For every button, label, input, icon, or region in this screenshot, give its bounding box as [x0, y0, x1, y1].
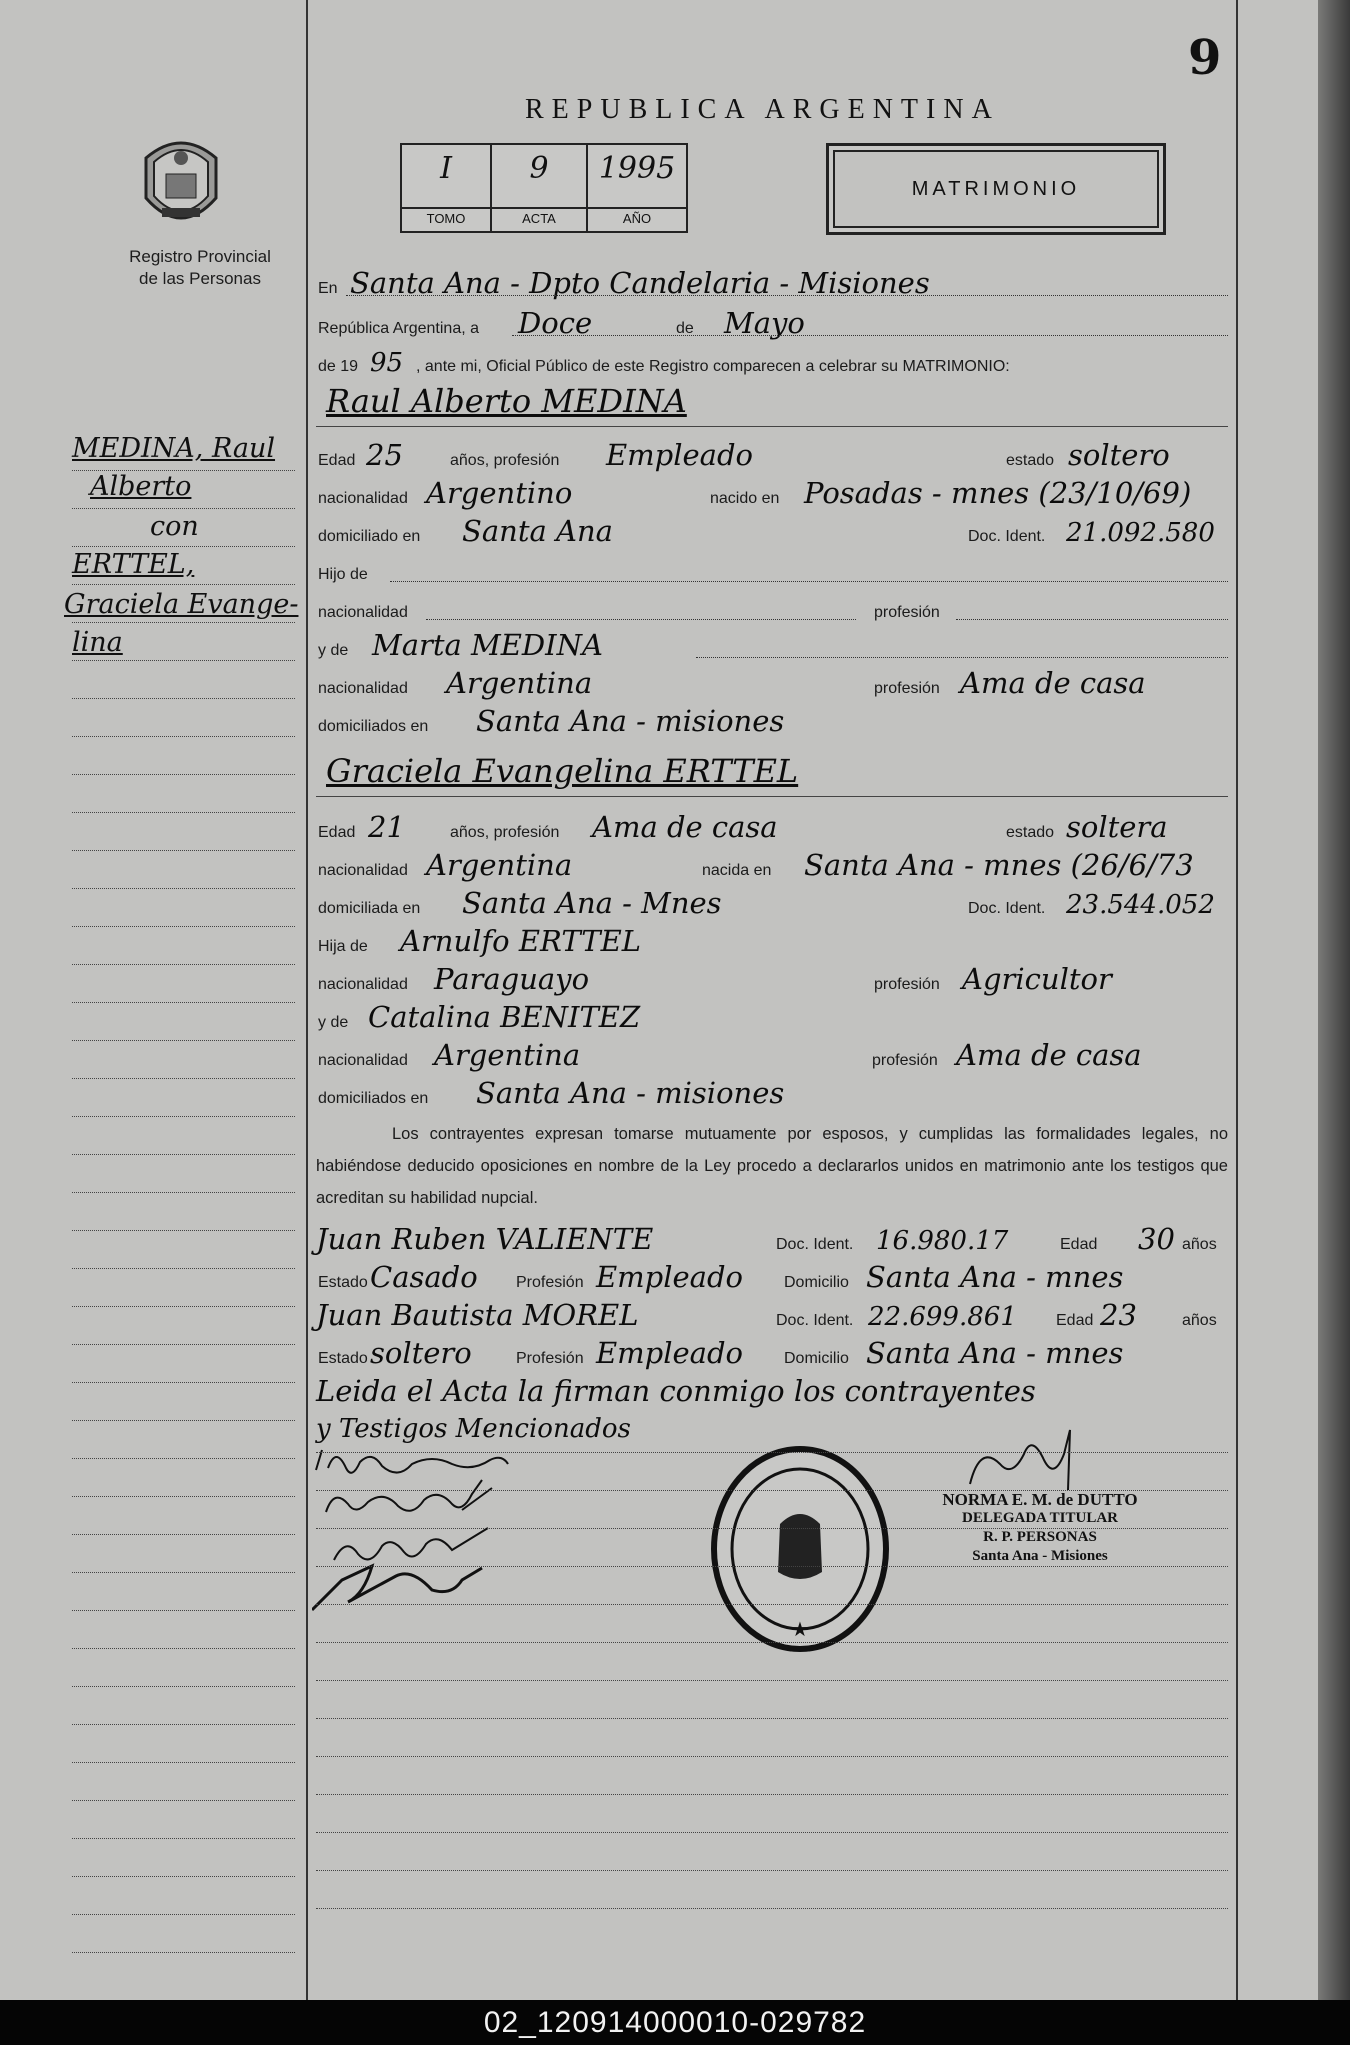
doc-ident-label: Doc. Ident.	[776, 1236, 854, 1253]
official-seal	[708, 1444, 892, 1654]
profesion-label: profesión	[874, 604, 940, 621]
margin-rule-line	[72, 1648, 295, 1649]
margin-note-line-6: lina	[72, 627, 123, 658]
witness-1-domicile: Santa Ana - mnes	[866, 1260, 1124, 1294]
section-line	[316, 426, 1228, 427]
groom-mother: Marta MEDINA	[372, 628, 603, 662]
profesion-label: profesión	[874, 680, 940, 697]
witness-1-doc: 16.980.17	[876, 1226, 1009, 1256]
witness-1-status: Casado	[370, 1260, 478, 1294]
bride-father-row	[316, 926, 1228, 960]
hija-de-label: Hija de	[318, 938, 368, 955]
anos-label: años	[1182, 1312, 1217, 1329]
margin-rule-line	[72, 1458, 295, 1459]
nacionalidad-label: nacionalidad	[318, 490, 408, 507]
groom-name-row	[316, 382, 1228, 422]
margin-rule-line	[72, 1154, 295, 1155]
nacionalidad-label: nacionalidad	[318, 976, 408, 993]
groom-nationality: Argentino	[426, 476, 573, 510]
domicilio-label: Domicilio	[784, 1274, 849, 1291]
doc-ident-label: Doc. Ident.	[776, 1312, 854, 1329]
witness-2-doc: 22.699.861	[868, 1302, 1017, 1332]
witness-1-age: 30	[1138, 1222, 1175, 1256]
nacida-en-label: nacida en	[702, 862, 772, 879]
bride-parents-domicile-row	[316, 1078, 1228, 1112]
margin-rule-line	[72, 1914, 295, 1915]
witness-2-domicile: Santa Ana - mnes	[866, 1336, 1124, 1370]
fill-line	[696, 657, 1228, 658]
margin-rule-line	[72, 1420, 295, 1421]
anio-label: AÑO	[588, 207, 686, 226]
groom-parents-domicile: Santa Ana - misiones	[476, 704, 785, 738]
margin-rule-line	[72, 1800, 295, 1801]
blank-rule-line	[316, 1794, 1228, 1795]
marriage-month: Mayo	[724, 306, 805, 340]
margin-rule-line	[72, 888, 295, 889]
bride-name-row	[316, 752, 1228, 792]
acta-cell	[492, 145, 588, 231]
provincial-crest-logo	[136, 128, 226, 238]
bride-mother: Catalina BENITEZ	[368, 1000, 641, 1034]
anos-profesion-label: años, profesión	[450, 824, 560, 841]
groom-age: 25	[366, 438, 403, 472]
bride-mother-row	[316, 1002, 1228, 1036]
groom-age-row	[316, 440, 1228, 474]
groom-domicile-row	[316, 516, 1228, 550]
nacionalidad-label: nacionalidad	[318, 862, 408, 879]
blank-rule-line	[316, 1870, 1228, 1871]
fill-line	[346, 295, 1228, 296]
act-reference-box	[400, 143, 688, 233]
bride-nationality: Argentina	[426, 848, 573, 882]
groom-father-row	[316, 554, 1228, 588]
bride-parents-domicile: Santa Ana - misiones	[476, 1076, 785, 1110]
bride-civil-status: soltera	[1066, 810, 1168, 844]
margin-rule-line	[72, 698, 295, 699]
anos-label: años	[1182, 1236, 1217, 1253]
country-heading: REPUBLICA ARGENTINA	[525, 94, 1000, 125]
blank-rule-line	[316, 1642, 1228, 1643]
blank-rule-line	[316, 1604, 1228, 1605]
marriage-place: Santa Ana - Dpto Candelaria - Misiones	[350, 266, 930, 300]
margin-rule-line	[72, 622, 295, 623]
declaration-paragraph: Los contrayentes expresan tomarse mutuamente por esposos, y cumplidas las formalidades legales, no habiéndose deducido oposiciones en nombre de la Ley procedo a declararlos unidos en matrimonio ante los testigos que acreditan su habilidad nupcial.	[316, 1125, 1228, 1207]
archive-id: 02_120914000010-029782	[483, 2006, 867, 2039]
officer-title: DELEGADA TITULAR	[961, 1510, 1118, 1526]
margin-rule-line	[72, 1496, 295, 1497]
registry-name-line-1: Registro Provincial	[129, 247, 271, 266]
year-prefix: de 19	[318, 358, 359, 375]
margin-rule-line	[72, 1344, 295, 1345]
blank-rule-line	[316, 1832, 1228, 1833]
doc-ident-label: Doc. Ident.	[968, 528, 1046, 545]
bride-father-profession: Agricultor	[962, 962, 1112, 996]
year-suffix: 95	[370, 348, 404, 378]
tomo-value: I	[440, 151, 452, 186]
margin-rule-line	[72, 508, 295, 509]
nacionalidad-label: nacionalidad	[318, 1052, 408, 1069]
margin-note-line-5: Graciela Evange-	[64, 589, 299, 620]
de-label: de	[676, 320, 694, 337]
right-rule	[1236, 0, 1238, 2000]
margin-rule-line	[72, 1382, 295, 1383]
groom-domicile: Santa Ana	[462, 514, 613, 548]
margin-rule-line	[72, 850, 295, 851]
profesion-label: Profesión	[516, 1274, 584, 1291]
page-edge	[1318, 0, 1350, 2000]
margin-rule-line	[72, 1724, 295, 1725]
margin-rule-line	[72, 1534, 295, 1535]
margin-rule-line	[72, 660, 295, 661]
groom-mother-nationality: Argentina	[446, 666, 593, 700]
nacido-en-label: nacido en	[710, 490, 780, 507]
margin-rule-line	[72, 812, 295, 813]
bride-name: Graciela Evangelina ERTTEL	[326, 752, 799, 790]
y-de-label: y de	[318, 642, 349, 659]
margin-rule-line	[72, 1838, 295, 1839]
blank-rule-line	[316, 1452, 1228, 1453]
intro-place-row	[316, 268, 1228, 302]
bride-mother-nationality: Argentina	[434, 1038, 581, 1072]
margin-rule-line	[72, 926, 295, 927]
margin-rule-line	[72, 1002, 295, 1003]
groom-profession: Empleado	[606, 438, 753, 472]
margin-rule-line	[72, 1762, 295, 1763]
estado-label: Estado	[318, 1350, 368, 1367]
profesion-label: profesión	[872, 1052, 938, 1069]
closing-line-1: Leida el Acta la firman conmigo los contrayentes	[316, 1374, 1036, 1408]
fill-line	[426, 619, 856, 620]
margin-rule-line	[72, 546, 295, 547]
blank-rule-line	[316, 1718, 1228, 1719]
groom-mother-profession: Ama de casa	[960, 666, 1146, 700]
bride-nationality-row	[316, 850, 1228, 884]
nacionalidad-label: nacionalidad	[318, 680, 408, 697]
witness-2-name: Juan Bautista MOREL	[316, 1298, 639, 1332]
bride-profession: Ama de casa	[592, 810, 778, 844]
doc-ident-label: Doc. Ident.	[968, 900, 1046, 917]
registry-name	[70, 246, 330, 290]
margin-rule-line	[72, 774, 295, 775]
bride-domicile-row	[316, 888, 1228, 922]
groom-mother-nationality-row	[316, 668, 1228, 702]
section-line	[316, 796, 1228, 797]
en-label: En	[318, 280, 338, 297]
margin-note-line-2: Alberto	[90, 471, 192, 502]
profesion-label: Profesión	[516, 1350, 584, 1367]
witness-1-profession: Empleado	[596, 1260, 743, 1294]
closing-line-2: y Testigos Mencionados	[316, 1414, 631, 1444]
ante-text: , ante mi, Oficial Público de este Registro comparecen a celebrar su MATRIMONIO:	[416, 358, 1010, 375]
margin-rule-line	[72, 470, 295, 471]
acta-label: ACTA	[492, 207, 586, 226]
anio-value: 1995	[598, 151, 676, 186]
y-de-label: y de	[318, 1014, 349, 1031]
edad-label: Edad	[318, 824, 356, 841]
margin-rule-line	[72, 584, 295, 585]
fill-line	[956, 619, 1228, 620]
margin-rule-line	[72, 964, 295, 965]
margin-rule-line	[72, 1306, 295, 1307]
page-number: 9	[1188, 30, 1222, 86]
hijo-de-label: Hijo de	[318, 566, 368, 583]
nacionalidad-label: nacionalidad	[318, 604, 408, 621]
officer-name: NORMA E. M. de DUTTO	[942, 1490, 1138, 1509]
fill-line	[390, 581, 1228, 582]
tomo-label: TOMO	[402, 207, 490, 226]
anos-profesion-label: años, profesión	[450, 452, 560, 469]
groom-father-nationality-row	[316, 592, 1228, 626]
margin-rule-line	[72, 1268, 295, 1269]
archive-id-bar	[0, 2000, 1350, 2045]
bride-doc: 23.544.052	[1066, 890, 1215, 920]
edad-label: Edad	[318, 452, 356, 469]
officer-location: Santa Ana - Misiones	[972, 1548, 1108, 1564]
domiciliados-en-label: domiciliados en	[318, 1090, 429, 1107]
bride-father-nationality-row	[316, 964, 1228, 998]
intro-year-row	[316, 346, 1228, 380]
bride-father-nationality: Paraguayo	[434, 962, 590, 996]
officer-office: R. P. PERSONAS	[983, 1529, 1097, 1545]
margin-rule-line	[72, 1610, 295, 1611]
act-type-box: MATRIMONIO	[826, 143, 1166, 235]
margin-rule-line	[72, 736, 295, 737]
groom-nationality-row	[316, 478, 1228, 512]
bride-age: 21	[368, 810, 405, 844]
witness-2-status: soltero	[370, 1336, 472, 1370]
republica-label: República Argentina, a	[318, 320, 479, 337]
bride-mother-profession: Ama de casa	[956, 1038, 1142, 1072]
contracting-parties-signatures	[312, 1440, 612, 1620]
marriage-day: Doce	[518, 306, 593, 340]
groom-civil-status: soltero	[1068, 438, 1170, 472]
groom-birthplace: Posadas - mnes (23/10/69)	[804, 476, 1192, 510]
margin-rule-line	[72, 1192, 295, 1193]
margin-rule-line	[72, 1686, 295, 1687]
margin-rule-line	[72, 1040, 295, 1041]
witness-2-age: 23	[1100, 1298, 1137, 1332]
margin-note-line-1: MEDINA, Raul	[72, 433, 276, 464]
witness-1-row	[316, 1224, 1228, 1258]
witness-2-profession: Empleado	[596, 1336, 743, 1370]
groom-parents-domicile-row	[316, 706, 1228, 740]
blank-rule-line	[316, 1756, 1228, 1757]
svg-text:★: ★	[791, 1617, 809, 1641]
groom-name: Raul Alberto MEDINA	[326, 382, 687, 420]
estado-label: estado	[1006, 824, 1055, 841]
domiciliado-en-label: domiciliado en	[318, 528, 421, 545]
acta-value: 9	[529, 151, 549, 186]
blank-rule-line	[316, 1680, 1228, 1681]
blank-rule-line	[316, 1566, 1228, 1567]
tomo-cell	[402, 145, 492, 231]
edad-label: Edad	[1060, 1236, 1098, 1253]
margin-rule-line	[72, 1230, 295, 1231]
groom-mother-row	[316, 630, 1228, 664]
margin-rule	[306, 0, 308, 2000]
margin-rule-line	[72, 1116, 295, 1117]
margin-note-line-4: ERTTEL,	[72, 549, 195, 580]
witness-2-row	[316, 1300, 1228, 1334]
witness-2-detail-row	[316, 1338, 1228, 1372]
margin-column	[0, 0, 306, 2000]
margin-rule-line	[72, 1078, 295, 1079]
intro-date-row	[316, 308, 1228, 342]
registry-name-line-2: de las Personas	[139, 269, 261, 288]
domicilio-label: Domicilio	[784, 1350, 849, 1367]
anio-cell	[588, 145, 686, 231]
bride-domicile: Santa Ana - Mnes	[462, 886, 722, 920]
margin-note-line-3: con	[150, 511, 199, 542]
margin-rule-line	[72, 1572, 295, 1573]
blank-rule-line	[316, 1528, 1228, 1529]
witness-1-detail-row	[316, 1262, 1228, 1296]
edad-label: Edad	[1056, 1312, 1094, 1329]
domiciliados-en-label: domiciliados en	[318, 718, 429, 735]
blank-rule-line	[316, 1490, 1228, 1491]
bride-age-row	[316, 812, 1228, 846]
estado-label: Estado	[318, 1274, 368, 1291]
closing-line-1-row	[316, 1376, 1228, 1410]
bride-birthplace: Santa Ana - mnes (26/6/73	[804, 848, 1194, 882]
fill-line	[512, 335, 1228, 336]
bride-mother-nationality-row	[316, 1040, 1228, 1074]
margin-rule-line	[72, 1952, 295, 1953]
profesion-label: profesión	[874, 976, 940, 993]
margin-rule-line	[72, 1876, 295, 1877]
bride-father: Arnulfo ERTTEL	[400, 924, 641, 958]
estado-label: estado	[1006, 452, 1055, 469]
domiciliada-en-label: domiciliada en	[318, 900, 421, 917]
blank-rule-line	[316, 1908, 1228, 1909]
groom-doc: 21.092.580	[1066, 518, 1215, 548]
witness-1-name: Juan Ruben VALIENTE	[316, 1222, 654, 1256]
